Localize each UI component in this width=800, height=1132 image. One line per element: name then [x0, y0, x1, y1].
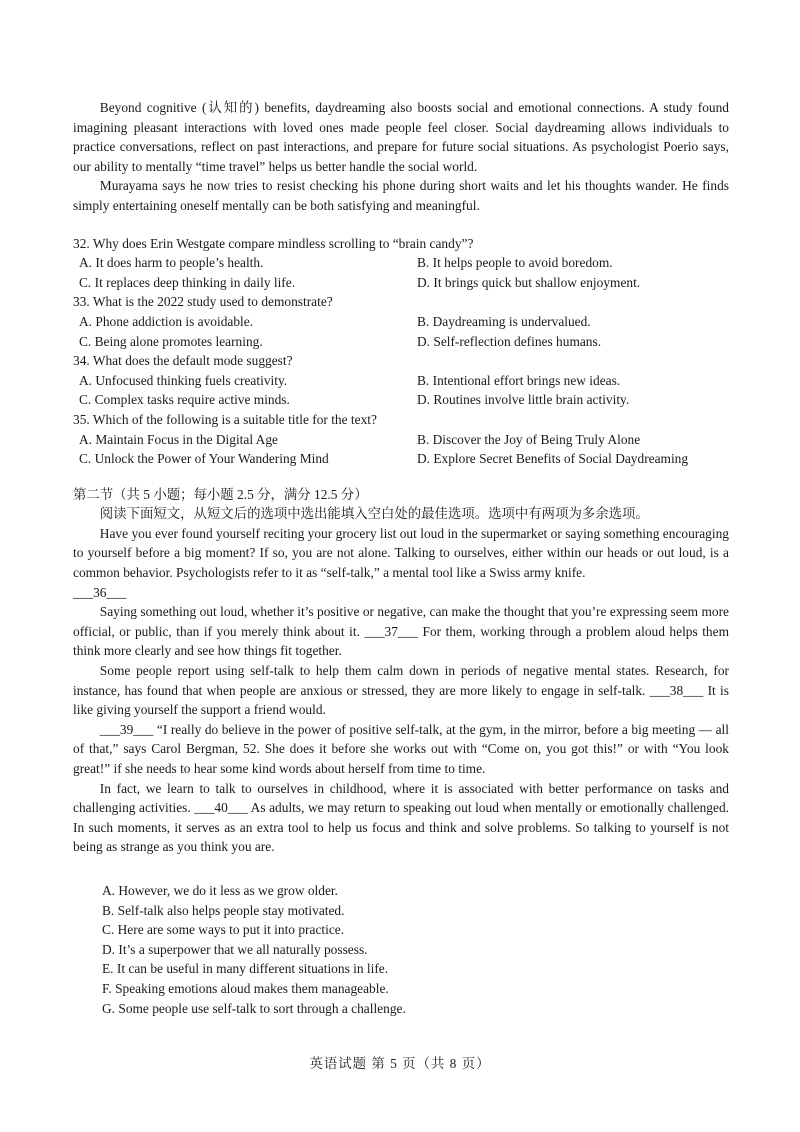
page-content: [73, 98, 729, 1018]
choice-f: F. Speaking emotions aloud makes them manageable.: [102, 980, 389, 996]
option-b: B. Intentional effort brings new ideas.: [417, 372, 621, 388]
option-a: A. It does harm to people’s health.: [79, 255, 264, 271]
choice-e: E. It can be useful in many different situations in life.: [102, 961, 389, 977]
answer-choices: [73, 881, 729, 1018]
option-d: D. It brings quick but shallow enjoyment.: [417, 274, 641, 290]
option-b: B. Daydreaming is undervalued.: [417, 313, 591, 329]
question-options: [73, 253, 729, 292]
option-c: C. Complex tasks require active minds.: [79, 392, 290, 408]
blank-37: ___37___: [364, 623, 418, 639]
option-c: C. It replaces deep thinking in daily life.: [79, 274, 296, 290]
paragraph-text: It is like giving yourself the support a friend would.: [73, 682, 729, 718]
cloze-paragraph: [73, 720, 729, 779]
question-33: [73, 292, 729, 351]
passage-paragraph: Murayama says he now tries to resist checking his phone during short waits and let his thoughts wander. He finds simply entertaining oneself mentally can be both satisfying and meaningful.: [73, 178, 729, 213]
cloze-paragraph: [73, 602, 729, 661]
section-instruction: 阅读下面短文，从短文后的选项中选出能填入空白处的最佳选项。选项中有两项为多余选项。: [99, 506, 649, 522]
choice-b: B. Self-talk also helps people stay motivated.: [102, 902, 345, 918]
blank-39: ___39___: [99, 721, 154, 737]
paragraph-text: As adults, we may return to speaking out loud when mentally or emotionally challenged. In such moments, it serves as an extra tool to help us focus and think and solve problems. So talking to yourself is not being as strange as you think you are.: [73, 800, 729, 855]
cloze-paragraph: [73, 661, 729, 720]
option-d: D. Routines involve little brain activity.: [417, 392, 630, 408]
question-stem: 35. Which of the following is a suitable title for the text?: [73, 411, 377, 427]
paragraph-text: Have you ever found yourself reciting your grocery list out loud in the supermarket or saying something encouraging to yourself before a big moment? If so, you are not alone. Talking to ourselves, either within our heads or out loud, is a common behavior. Psychologists refer to it as “self-talk,” a mental tool like a Swiss army knife.: [73, 525, 729, 581]
question-stem: 32. Why does Erin Westgate compare mindless scrolling to “brain candy”?: [73, 235, 474, 251]
cloze-paragraph: [73, 524, 729, 602]
paragraph-text: Some people report using self-talk to help them calm down in periods of negative mental states. Research, for instance, has found that when people are anxious or stressed, they are more likely to engage in self-talk.: [73, 663, 729, 698]
blank-40: ___40___: [194, 800, 248, 816]
paragraph-text: In fact, we learn to talk to ourselves in childhood, where it is associated with better performance on tasks and challenging activities.: [73, 780, 729, 816]
question-stem: 34. What does the default mode suggest?: [73, 353, 293, 369]
choice-g: G. Some people use self-talk to sort through a challenge.: [102, 1000, 406, 1016]
question-options: [73, 430, 729, 469]
option-a: A. Phone addiction is avoidable.: [79, 313, 254, 329]
option-c: C. Unlock the Power of Your Wandering Mind: [79, 451, 329, 467]
paragraph-text: “I really do believe in the power of positive self-talk, at the gym, in the mirror, before a big meeting — all of that,” says Carol Bergman, 52. She does it before she works out with “Come on, you got this!” or with “You look great!” if she needs to hear some kind words about herself from time to time.: [73, 721, 729, 776]
option-a: A. Maintain Focus in the Digital Age: [79, 431, 278, 447]
question-32: [73, 234, 729, 293]
question-35: [73, 410, 729, 469]
option-d: D. Explore Secret Benefits of Social Daydreaming: [417, 451, 689, 467]
question-stem: 33. What is the 2022 study used to demonstrate?: [73, 294, 333, 310]
cloze-paragraph: [73, 779, 729, 857]
passage-paragraph: Beyond cognitive (认知的) benefits, daydreaming also boosts social and emotional connections. A study found imagining pleasant interactions with loved ones made people feel closer. Social daydreaming allows individuals to practice conversations, reflect on past interactions, and prepare for future social situations. As psychologist Poerio says, our ability to mentally “time travel” helps us better handle the social world.: [73, 100, 729, 174]
option-b: B. It helps people to avoid boredom.: [417, 255, 613, 271]
question-34: [73, 351, 729, 410]
option-a: A. Unfocused thinking fuels creativity.: [79, 372, 288, 388]
paragraph-text: Saying something out loud, whether it’s positive or negative, can make the thought that you’re expressing seem more official, or public, than if you merely think about it.: [73, 604, 729, 639]
blank-36: ___36___: [73, 584, 127, 600]
question-options: [73, 371, 729, 410]
option-c: C. Being alone promotes learning.: [79, 333, 263, 349]
choice-a: A. However, we do it less as we grow older.: [102, 882, 338, 898]
option-d: D. Self-reflection defines humans.: [417, 333, 602, 349]
question-options: [73, 312, 729, 351]
option-b: B. Discover the Joy of Being Truly Alone: [417, 431, 641, 447]
choice-d: D. It’s a superpower that we all naturally possess.: [102, 941, 368, 957]
choice-c: C. Here are some ways to put it into practice.: [102, 922, 345, 938]
paragraph-text: For them, working through a problem aloud helps them think more clearly and see how things fit together.: [73, 623, 729, 659]
section-heading: 第二节（共 5 小题；每小题 2.5 分，满分 12.5 分）: [73, 486, 368, 502]
blank-38: ___38___: [649, 682, 704, 698]
page-footer: 英语试题 第 5 页（共 8 页）: [309, 1056, 491, 1071]
